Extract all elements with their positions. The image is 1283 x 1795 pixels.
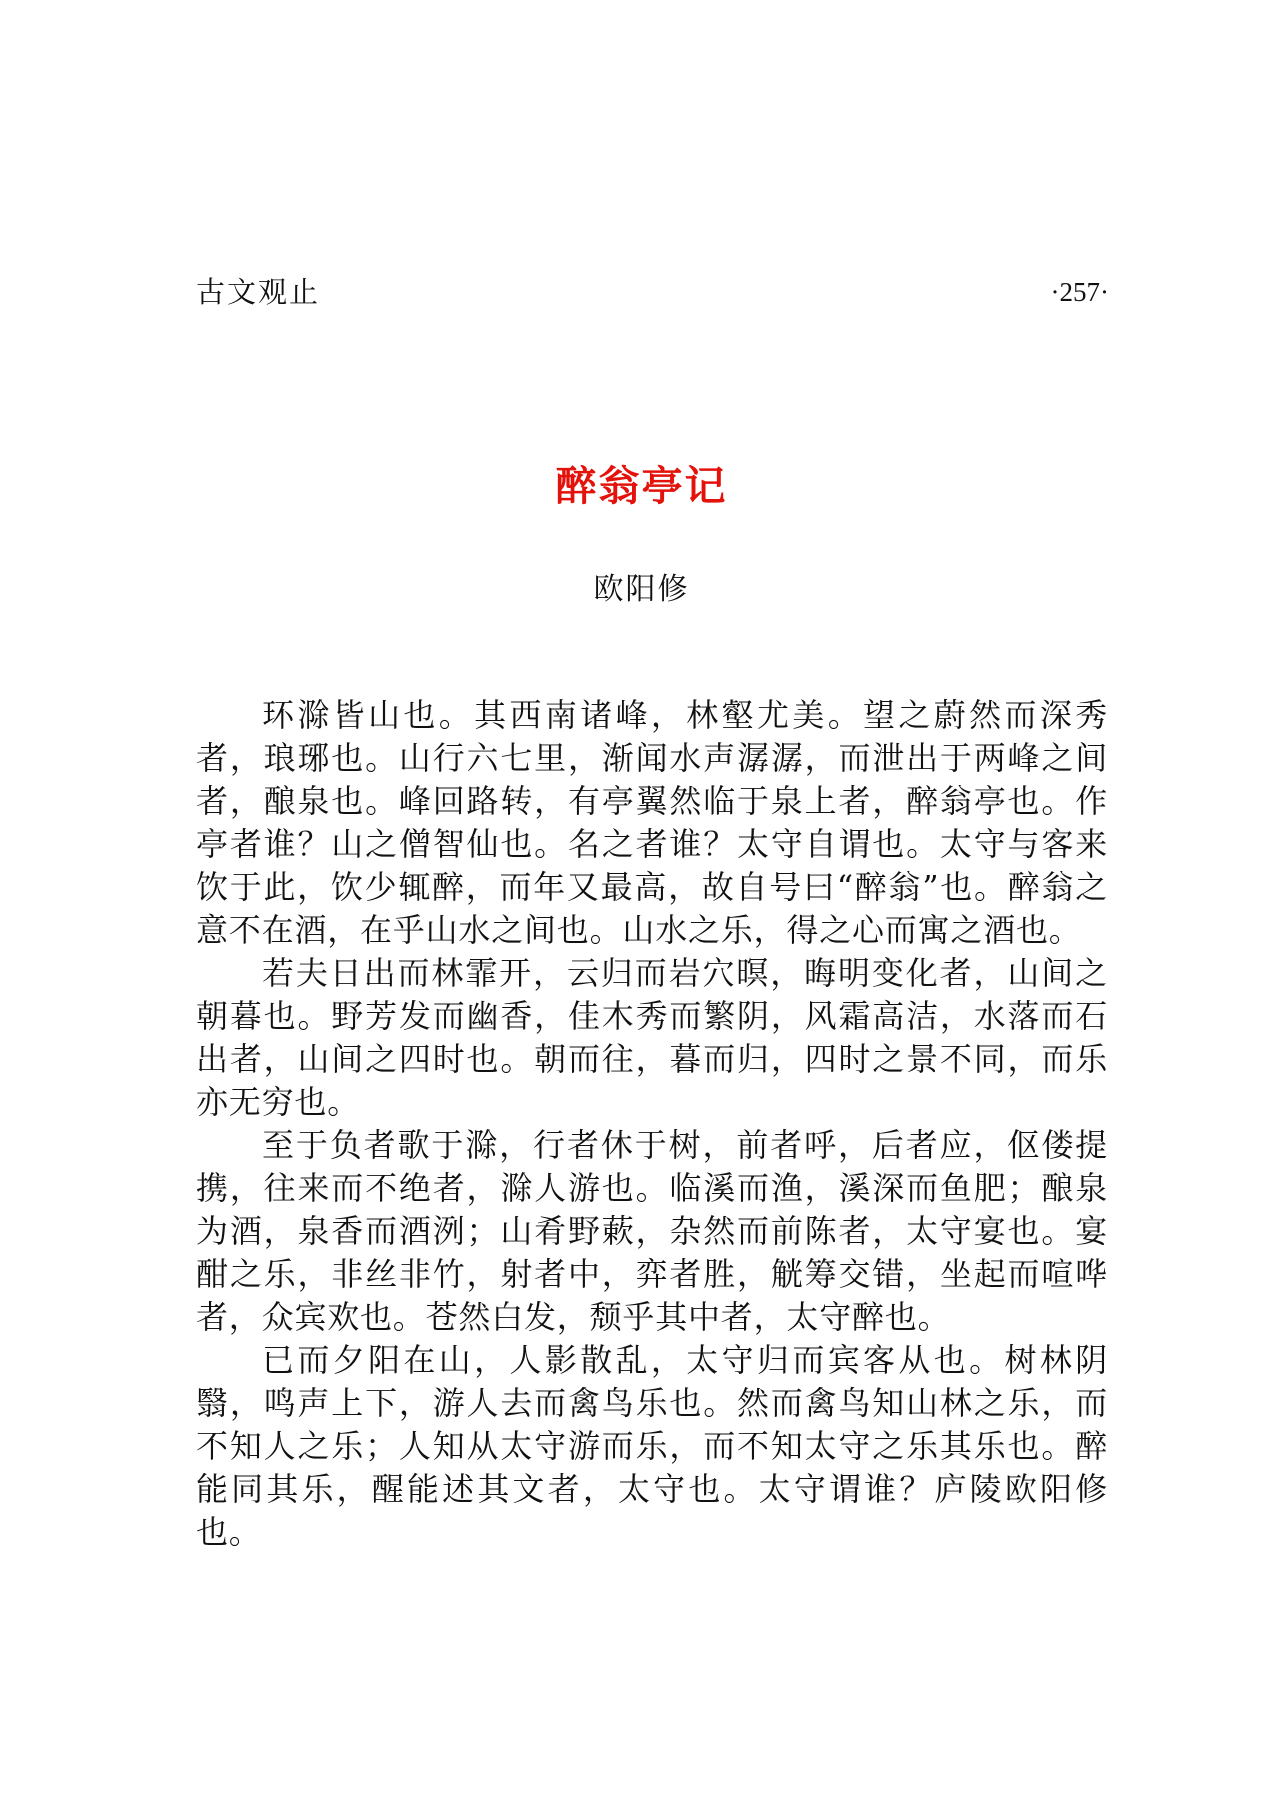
article-title: 醉翁亭记: [555, 462, 728, 510]
paragraph-4: 已而夕阳在山，人影散乱，太守归而宾客从也。树林阴翳，鸣声上下，游人去而禽鸟乐也。然而禽鸟知山林之乐，而不知人之乐；人知从太守游而乐，而不知太守之乐其乐也。醉能同其乐，醒能述其文者，太守也。太守谓谁？庐陵欧阳修也。: [196, 1341, 1108, 1551]
paragraph-3: 至于负者歌于滁，行者休于树，前者呼，后者应，伛偻提携，往来而不绝者，滁人游也。临溪而渔，溪深而鱼肥；酿泉为酒，泉香而酒洌；山肴野蔌，杂然而前陈者，太守宴也。宴酣之乐，非丝非竹，射者中，弈者胜，觥筹交错，坐起而喧哗者，众宾欢也。苍然白发，颓乎其中者，太守醉也。: [196, 1126, 1108, 1336]
article-author: 欧阳修: [593, 572, 690, 607]
paragraph-1: 环滁皆山也。其西南诸峰，林壑尤美。望之蔚然而深秀者，琅琊也。山行六七里，渐闻水声潺潺，而泄出于两峰之间者，酿泉也。峰回路转，有亭翼然临于泉上者，醉翁亭也。作亭者谁？山之僧智仙也。名之者谁？太守自谓也。太守与客来饮于此，饮少辄醉，而年又最高，故自号曰“醉翁”也。醉翁之意不在酒，在乎山水之间也。山水之乐，得之心而寓之酒也。: [196, 696, 1108, 949]
article-body: [196, 694, 1108, 1554]
page-number: ·257·: [1050, 277, 1109, 307]
paragraph-2: 若夫日出而林霏开，云归而岩穴暝，晦明变化者，山间之朝暮也。野芳发而幽香，佳木秀而繁阴，风霜高洁，水落而石出者，山间之四时也。朝而往，暮而归，四时之景不同，而乐亦无穷也。: [196, 954, 1108, 1121]
running-head-book-title: 古文观止: [196, 275, 321, 309]
